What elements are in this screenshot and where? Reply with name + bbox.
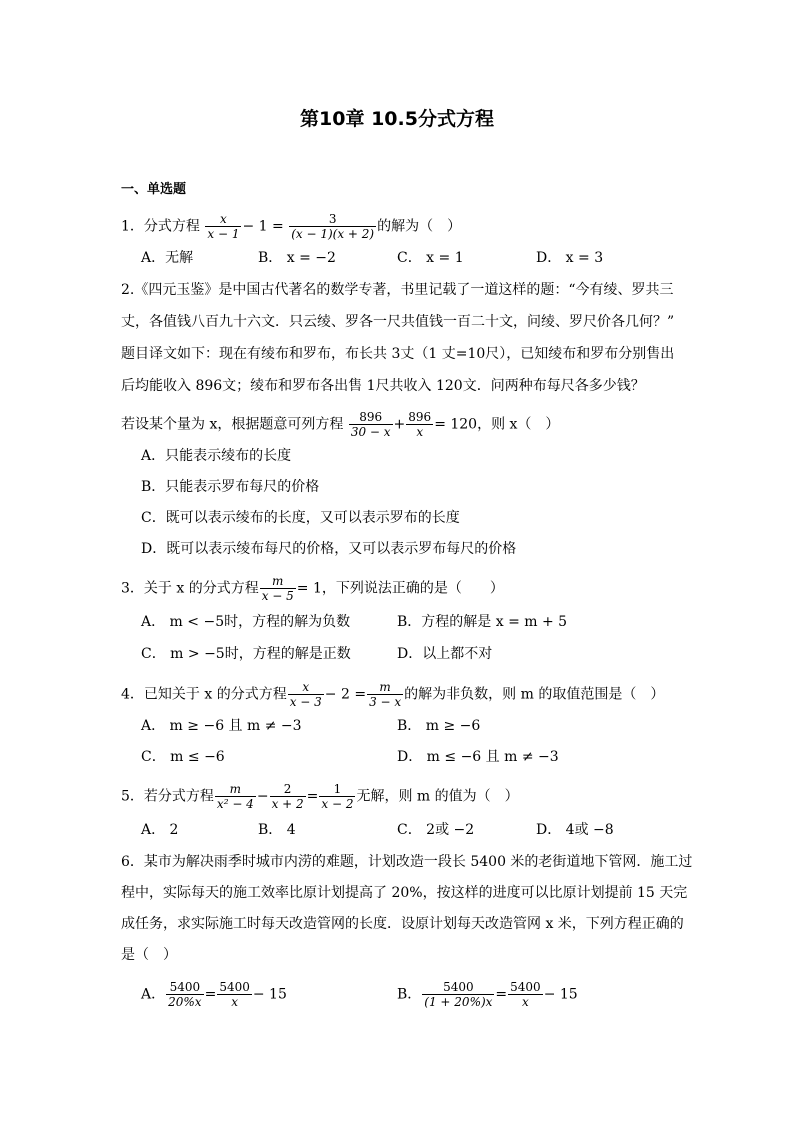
q6-option-a-equals: = <box>204 986 217 1003</box>
q6-option-b-label: B． <box>397 986 422 1003</box>
q1-fraction-1: $\frac{x}{x - 1}$ <box>207 212 240 241</box>
q6-option-b-tail: − 15 <box>543 986 578 1003</box>
q3-option-d: D．以上都不对 <box>397 646 493 662</box>
q6-option-a-tail: − 15 <box>252 986 287 1003</box>
q6-option-a <box>141 980 287 1009</box>
q2-fraction-a: $\frac{896}{30 - x}$ <box>350 410 391 439</box>
q2-equation-prefix: 若设某个量为 x，根据题意可列方程 <box>121 416 344 433</box>
q6-option-a-fraction-1: $\frac{5400}{20\%x}$ <box>168 980 202 1009</box>
q5-option-c: C． 2或 −2 <box>397 822 475 838</box>
q4-suffix: 的解为非负数，则 m 的取值范围是（ ） <box>404 686 665 703</box>
q1-fraction-2: $\frac{3}{(x - 1)(x + 2)}$ <box>291 212 375 241</box>
q1-number: 1．分式方程 <box>121 218 200 235</box>
q6-line-2: 程中，实际每天的施工效率比原计划提高了 20%，按这样的进度可以比原计划提前 15 天完 <box>121 885 688 901</box>
q4-option-c: C． m ≤ −6 <box>141 749 225 765</box>
q2-line-4: 后均能收入 896文；绫布和罗布各出售 1尺共收入 120文．问两种布每尺各多少钱？ <box>121 378 645 394</box>
q5-option-a: A． 2 <box>141 822 179 838</box>
q2-equation-suffix: = 120，则 x（ ） <box>434 416 560 433</box>
q1-option-a: A．无解 <box>141 250 194 266</box>
q2-option-b: B．只能表示罗布每尺的价格 <box>141 479 320 495</box>
q2-plus: + <box>393 416 406 433</box>
q2-line-2: 丈，各值钱八百九十六文．只云绫、罗各一尺共值钱一百二十文，问绫、罗尺价各几何？” <box>121 314 675 330</box>
page-title: 第10章 10.5分式方程 <box>300 108 494 130</box>
question-5 <box>121 782 519 811</box>
q3-suffix: = 1，下列说法正确的是（ ） <box>296 580 504 597</box>
q5-fraction-3: $\frac{1}{x - 2}$ <box>321 782 354 811</box>
q5-equals: = <box>306 788 319 805</box>
question-1 <box>121 212 461 241</box>
q3-prefix: 3．关于 x 的分式方程 <box>121 580 259 597</box>
q2-option-c: C．既可以表示绫布的长度，又可以表示罗布的长度 <box>141 510 460 526</box>
q5-option-d: D． 4或 −8 <box>536 822 614 838</box>
q5-option-b: B． 4 <box>258 822 296 838</box>
q1-minus: − 1 = <box>242 218 284 235</box>
q4-fraction-2: $\frac{m}{3 - x}$ <box>369 680 402 709</box>
section-heading: 一、单选题 <box>121 182 187 197</box>
q6-option-b <box>397 980 578 1009</box>
q3-option-b: B．方程的解是 x = m + 5 <box>397 614 568 630</box>
q6-option-a-label: A． <box>141 986 166 1003</box>
question-4 <box>121 680 664 709</box>
q1-option-d: D． x = 3 <box>536 250 604 266</box>
q6-option-b-equals: = <box>495 986 508 1003</box>
q4-fraction-1: $\frac{x}{x - 3}$ <box>289 680 322 709</box>
q5-prefix: 5．若分式方程 <box>121 788 214 805</box>
q4-option-a: A． m ≥ −6 且 m ≠ −3 <box>141 718 302 734</box>
q4-middle: − 2 = <box>324 686 367 703</box>
q6-option-a-fraction-2: $\frac{5400}{x}$ <box>219 980 250 1009</box>
q6-line-1: 6．某市为解决雨季时城市内涝的难题，计划改造一段长 5400 米的老街道地下管网．施工过 <box>121 854 693 870</box>
q6-option-b-fraction-2: $\frac{5400}{x}$ <box>510 980 541 1009</box>
q2-option-d: D．既可以表示绫布每尺的价格，又可以表示罗布每尺的价格 <box>141 541 517 557</box>
q4-prefix: 4．已知关于 x 的分式方程 <box>121 686 287 703</box>
q6-line-4: 是（ ） <box>121 947 177 963</box>
q2-equation-line <box>121 410 559 439</box>
q2-line-1: 2.《四元玉鉴》是中国古代著名的数学专著，书里记载了一道这样的题：“今有绫、罗共三 <box>121 282 674 298</box>
q3-option-c: C． m > −5时，方程的解是正数 <box>141 646 351 662</box>
q4-option-b: B． m ≥ −6 <box>397 718 481 734</box>
question-3 <box>121 574 504 603</box>
q2-option-a: A．只能表示绫布的长度 <box>141 448 292 464</box>
q4-option-d: D． m ≤ −6 且 m ≠ −3 <box>397 749 559 765</box>
q3-option-a: A． m < −5时，方程的解为负数 <box>141 614 351 630</box>
q5-suffix: 无解，则 m 的值为（ ） <box>356 788 519 805</box>
q5-fraction-1: $\frac{m}{\text{x² − 4}}$ <box>216 782 254 811</box>
q3-fraction: $\frac{m}{x - 5}$ <box>261 574 294 603</box>
q6-line-3: 成任务，求实际施工时每天改造管网的长度．设原计划每天改造管网 x 米，下列方程正确的 <box>121 916 684 932</box>
q5-fraction-2: $\frac{2}{x + 2}$ <box>271 782 304 811</box>
q1-tail: 的解为（ ） <box>377 218 462 235</box>
q2-line-3: 题目译文如下：现在有绫布和罗布，布长共 3丈（1 丈=10尺），已知绫布和罗布分别售出 <box>121 346 675 362</box>
q2-fraction-b: $\frac{896}{x}$ <box>408 410 432 439</box>
q6-option-b-fraction-1: $\frac{5400}{(1 + 20\%)x}$ <box>424 980 493 1009</box>
q1-option-c: C． x = 1 <box>397 250 464 266</box>
q5-minus: − <box>256 788 269 805</box>
q1-option-b: B． x = −2 <box>258 250 336 266</box>
